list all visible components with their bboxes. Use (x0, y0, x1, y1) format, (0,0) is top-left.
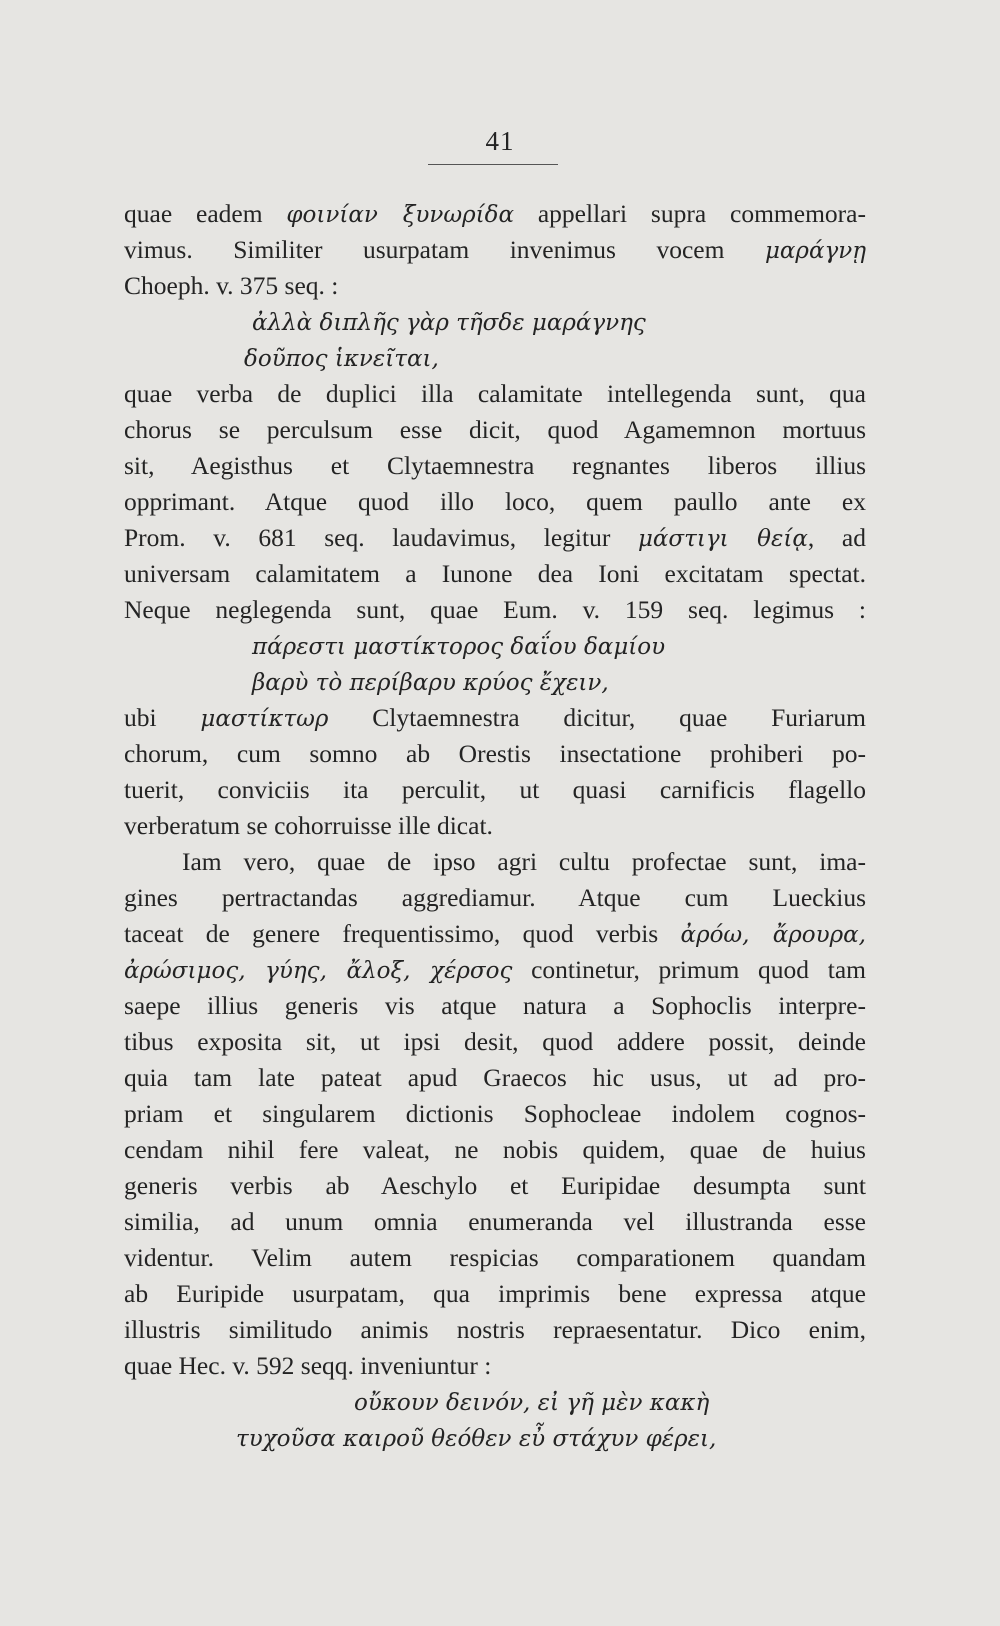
latin-text: appellari supra commemora- (514, 199, 866, 228)
text-line (124, 196, 866, 232)
greek-text: φοινίαν ξυνωρίδα (286, 202, 514, 228)
header-rule (428, 164, 558, 165)
text-line (124, 1348, 866, 1384)
latin-text: quae Hec. v. 592 seqq. inveniuntur : (124, 1351, 492, 1380)
text-line (124, 232, 866, 268)
latin-text: chorus se perculsum esse dicit, quod Agamemnon mortuus (124, 415, 866, 444)
text-line (124, 736, 866, 772)
greek-text: τυχοῦσα καιροῦ θεόθεν εὖ στάχυν φέρει, (236, 1426, 717, 1452)
latin-text: vimus. Similiter usurpatam invenimus vocem (124, 235, 765, 264)
text-line (124, 1168, 866, 1204)
verse-line (124, 1420, 866, 1456)
latin-text: taceat de genere frequentissimo, quod verbis (124, 919, 681, 948)
text-line (124, 556, 866, 592)
text-line (124, 484, 866, 520)
latin-text: tibus exposita sit, ut ipsi desit, quod addere possit, deinde (124, 1027, 866, 1056)
latin-text: verberatum se cohorruisse ille dicat. (124, 811, 493, 840)
text-line (124, 520, 866, 556)
text-line (124, 448, 866, 484)
text-line (124, 1024, 866, 1060)
latin-text: continetur, primum quod tam (512, 955, 866, 984)
latin-text: Prom. v. 681 seq. laudavimus, legitur (124, 523, 638, 552)
latin-text: videntur. Velim autem respicias comparationem quandam (124, 1243, 866, 1272)
text-line (124, 1312, 866, 1348)
latin-text: opprimant. Atque quod illo loco, quem paullo ante ex (124, 487, 866, 516)
text-line (124, 268, 866, 304)
greek-text: ἀρώσιμος, γύης, ἄλοξ, χέρσος (124, 958, 513, 984)
latin-text: Iam vero, quae de ipso agri cultu profectae sunt, ima- (182, 847, 866, 876)
latin-text: Clytaemnestra dicitur, quae Furiarum (328, 703, 866, 732)
latin-text: chorum, cum somno ab Orestis insectatione prohiberi po- (124, 739, 866, 768)
text-line (124, 412, 866, 448)
latin-text: sit, Aegisthus et Clytaemnestra regnantes liberos illius (124, 451, 866, 480)
text-line (124, 988, 866, 1024)
text-line (124, 952, 866, 988)
body-text (124, 196, 866, 1456)
greek-text: πάρεστι μαστίκτορος δαΐου δαμίου (252, 634, 666, 660)
latin-text: similia, ad unum omnia enumeranda vel illustranda esse (124, 1207, 866, 1236)
verse-line (124, 1384, 866, 1420)
latin-text: Neque neglegenda sunt, quae Eum. v. 159 seq. legimus : (124, 595, 866, 624)
verse-line (124, 628, 866, 664)
latin-text: ubi (124, 703, 201, 732)
text-line (124, 700, 866, 736)
text-line (124, 1132, 866, 1168)
text-line (124, 592, 866, 628)
greek-text: δοῦπος ἱκνεῖται, (244, 346, 439, 372)
latin-text: tuerit, conviciis ita perculit, ut quasi carnificis flagello (124, 775, 866, 804)
greek-text: ἀρόω, ἄρουρα, (680, 922, 866, 948)
latin-text: ab Euripide usurpatam, qua imprimis bene expressa atque (124, 1279, 866, 1308)
latin-text: cendam nihil fere valeat, ne nobis quidem, quae de huius (124, 1135, 866, 1164)
latin-text: generis verbis ab Aeschylo et Euripidae desumpta sunt (124, 1171, 866, 1200)
greek-text: ἀλλὰ διπλῆς γὰρ τῆσδε μαράγνης (252, 310, 646, 336)
verse-line (124, 304, 866, 340)
latin-text: quae eadem (124, 199, 287, 228)
greek-text: βαρὺ τὸ περίβαρυ κρύος ἔχειν, (252, 670, 609, 696)
greek-text: οὔκουν δεινόν, εἰ γῆ μὲν κακὴ (354, 1390, 710, 1416)
text-line (124, 916, 866, 952)
latin-text: quae verba de duplici illa calamitate intellegenda sunt, qua (124, 379, 866, 408)
page-number: 41 (485, 126, 515, 156)
greek-text: μάστιγι θείᾳ (637, 526, 808, 552)
latin-text: saepe illius generis vis atque natura a Sophoclis interpre- (124, 991, 866, 1020)
greek-text: μαράγνῃ (764, 238, 866, 264)
latin-text: priam et singularem dictionis Sophocleae indolem cognos- (124, 1099, 866, 1128)
latin-text: universam calamitatem a Iunone dea Ioni excitatam spectat. (124, 559, 866, 588)
latin-text: Choeph. v. 375 seq. : (124, 271, 339, 300)
verse-line (124, 664, 866, 700)
text-line (124, 1276, 866, 1312)
text-line (124, 772, 866, 808)
text-line (124, 376, 866, 412)
verse-line (124, 340, 866, 376)
text-line (124, 1240, 866, 1276)
text-line (124, 1096, 866, 1132)
text-line (124, 808, 866, 844)
greek-text: μαστίκτωρ (200, 706, 329, 732)
latin-text: , ad (807, 523, 866, 552)
latin-text: gines pertractandas aggrediamur. Atque cum Lueckius (124, 883, 866, 912)
latin-text: illustris similitudo animis nostris repraesentatur. Dico enim, (124, 1315, 866, 1344)
text-line (124, 844, 866, 880)
text-line (124, 880, 866, 916)
latin-text: quia tam late pateat apud Graecos hic usus, ut ad pro- (124, 1063, 866, 1092)
text-line (124, 1204, 866, 1240)
text-line (124, 1060, 866, 1096)
